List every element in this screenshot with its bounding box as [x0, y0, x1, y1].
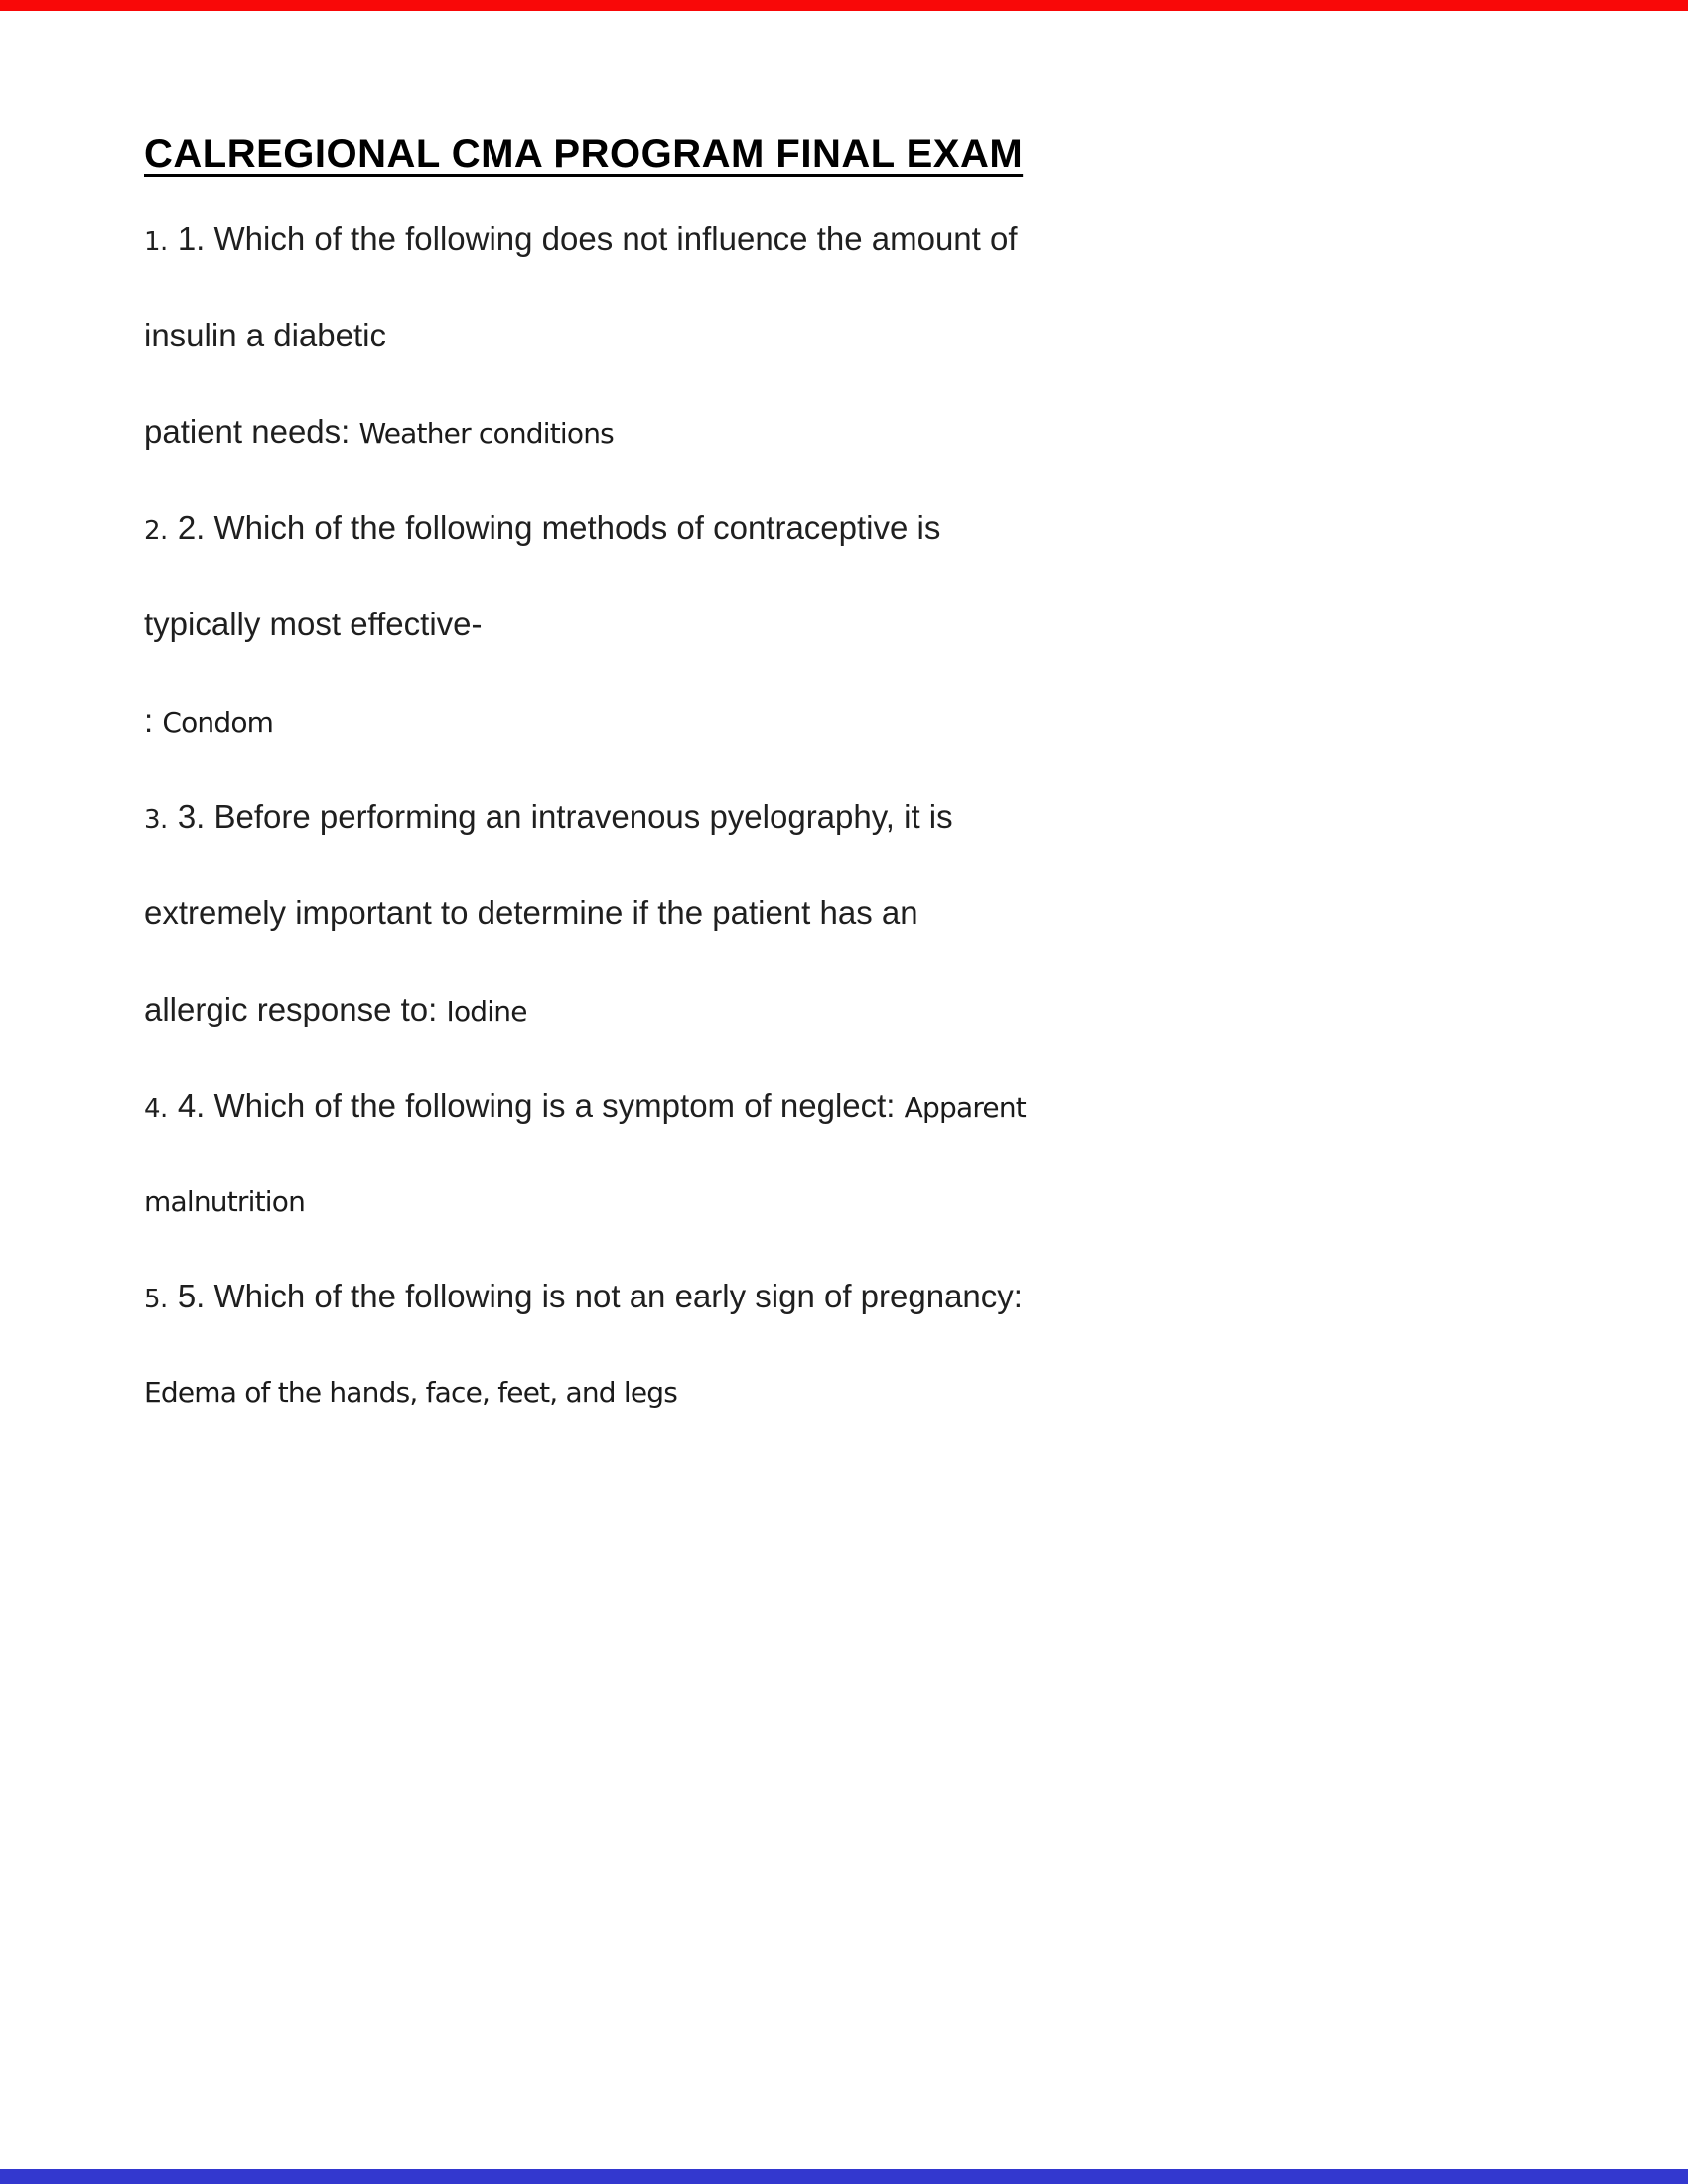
question-marker: 4.	[144, 1094, 168, 1124]
answer-text: Condom	[162, 706, 274, 739]
question-text: 5. Which of the following is not an early sign of pregnancy:	[177, 1278, 1023, 1314]
question-line	[144, 774, 1554, 871]
answer-text: Apparent	[904, 1091, 1026, 1124]
question-line	[144, 582, 1554, 678]
question-text: 1. Which of the following does not influence the amount of	[177, 220, 1018, 257]
question-text: 2. Which of the following methods of contraceptive is	[177, 509, 941, 546]
question-line	[144, 1160, 1554, 1254]
question-line	[144, 197, 1554, 293]
question-line	[144, 678, 1554, 774]
question-text: 4. Which of the following is a symptom of neglect:	[177, 1087, 905, 1124]
question-line	[144, 1350, 1554, 1444]
answer-text: malnutrition	[144, 1185, 306, 1218]
question-line	[144, 293, 1554, 389]
question-line	[144, 389, 1554, 485]
question-line	[144, 871, 1554, 967]
bottom-blue-bar	[0, 2169, 1688, 2184]
questions-list	[144, 197, 1554, 1444]
question-line	[144, 1063, 1554, 1160]
question-text: patient needs:	[144, 413, 359, 450]
top-red-bar	[0, 0, 1688, 11]
question-text: extremely important to determine if the patient has an	[144, 894, 918, 931]
question-text: typically most effective-	[144, 606, 483, 642]
question-line	[144, 485, 1554, 582]
question-marker: 5.	[144, 1285, 168, 1314]
question-marker: 2.	[144, 516, 168, 546]
question-marker: 1.	[144, 227, 168, 257]
question-text: insulin a diabetic	[144, 317, 386, 353]
question-marker: 3.	[144, 805, 168, 835]
question-line	[144, 1254, 1554, 1350]
answer-text: Edema of the hands, face, feet, and legs	[144, 1376, 678, 1409]
answer-text: Iodine	[446, 995, 527, 1027]
document-body	[144, 111, 1554, 1444]
question-line	[144, 967, 1554, 1063]
question-text: allergic response to:	[144, 991, 447, 1027]
page-title: CALREGIONAL CMA PROGRAM FINAL EXAM	[144, 132, 1024, 176]
question-text: :	[144, 702, 163, 739]
question-text: 3. Before performing an intravenous pyelography, it is	[177, 798, 953, 835]
answer-text: Weather conditions	[358, 417, 614, 450]
